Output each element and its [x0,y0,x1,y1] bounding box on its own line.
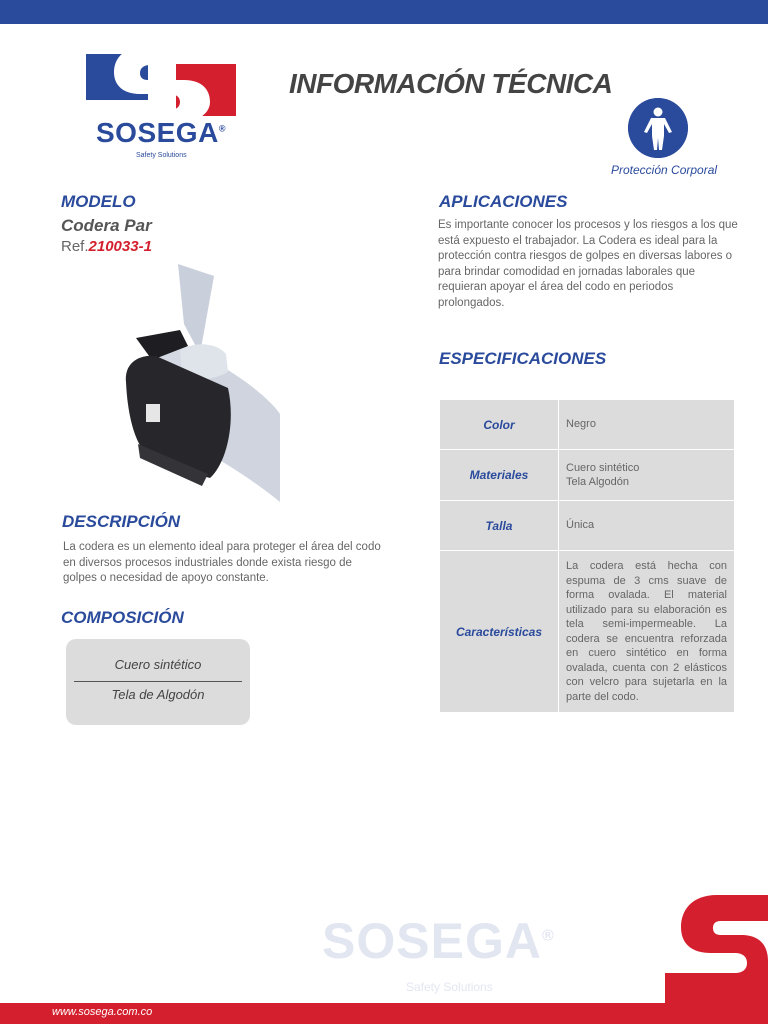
logo-tagline: Safety Solutions [136,152,187,159]
watermark-tagline: Safety Solutions [406,980,493,994]
footer-url-link[interactable]: www.sosega.com.co [52,1006,153,1018]
spec-label: Color [440,400,559,450]
ref-label: Ref. [61,238,89,255]
composition-item: Tela de Algodón [111,687,205,702]
spec-label: Características [440,551,559,713]
composition-heading: COMPOSICIÓN [61,608,184,627]
specifications-table [439,399,735,713]
composition-item: Cuero sintético [114,657,202,672]
spec-value: Única [559,501,735,551]
spec-value-line: Cuero sintético [566,461,640,474]
model-heading: MODELO [61,192,136,211]
specifications-heading: ESPECIFICACIONES [439,349,607,368]
table-row [440,551,735,713]
spec-value: La codera está hecha con espuma de 3 cms suave de forma ovalada. El material utilizado para su elaboración es tela semi-impermeable. La codera se encuentra reforzada en cuero sintético en forma ovalada, cuenta con 2 elásticos con velcro para sujetarla en la parte del codo. [559,551,735,713]
spec-value: Negro [559,400,735,450]
applications-heading: APLICACIONES [439,192,568,211]
description-heading: DESCRIPCIÓN [62,512,181,531]
table-row [440,450,735,501]
page-title: INFORMACIÓN TÉCNICA [289,68,613,99]
logo-wordmark: SOSEGA® [96,117,226,148]
body-protection-icon [628,98,688,158]
reference [61,238,152,255]
applications-text: Es importante conocer los procesos y los riesgos a los que está expuesto el trabajador. La Codera es ideal para la protección contra riesgos de golpes en diversas labores o para brindar comodidad en jornadas laborales que requieran apoyar el área del codo en periodos prolongados. [438,219,738,309]
watermark-s-shape [655,895,768,1007]
spec-value [559,450,735,501]
spec-value-line: Tela Algodón [566,476,629,488]
table-row [440,400,735,450]
ref-number: 210033-1 [88,238,152,255]
spec-label: Talla [440,501,559,551]
product-photo [118,264,280,502]
composition-box [66,639,250,725]
composition-divider [74,681,242,682]
spec-label: Materiales [440,450,559,501]
top-bar [0,0,768,24]
watermark-wordmark: SOSEGA® [322,913,555,969]
table-row [440,501,735,551]
description-text: La codera es un elemento ideal para proteger el área del codo en diversos procesos industriales donde exista riesgo de golpes o necesidad de apoyo constante. [63,541,381,584]
icon-caption: Protección Corporal [611,163,718,177]
model-name: Codera Par [61,216,152,235]
